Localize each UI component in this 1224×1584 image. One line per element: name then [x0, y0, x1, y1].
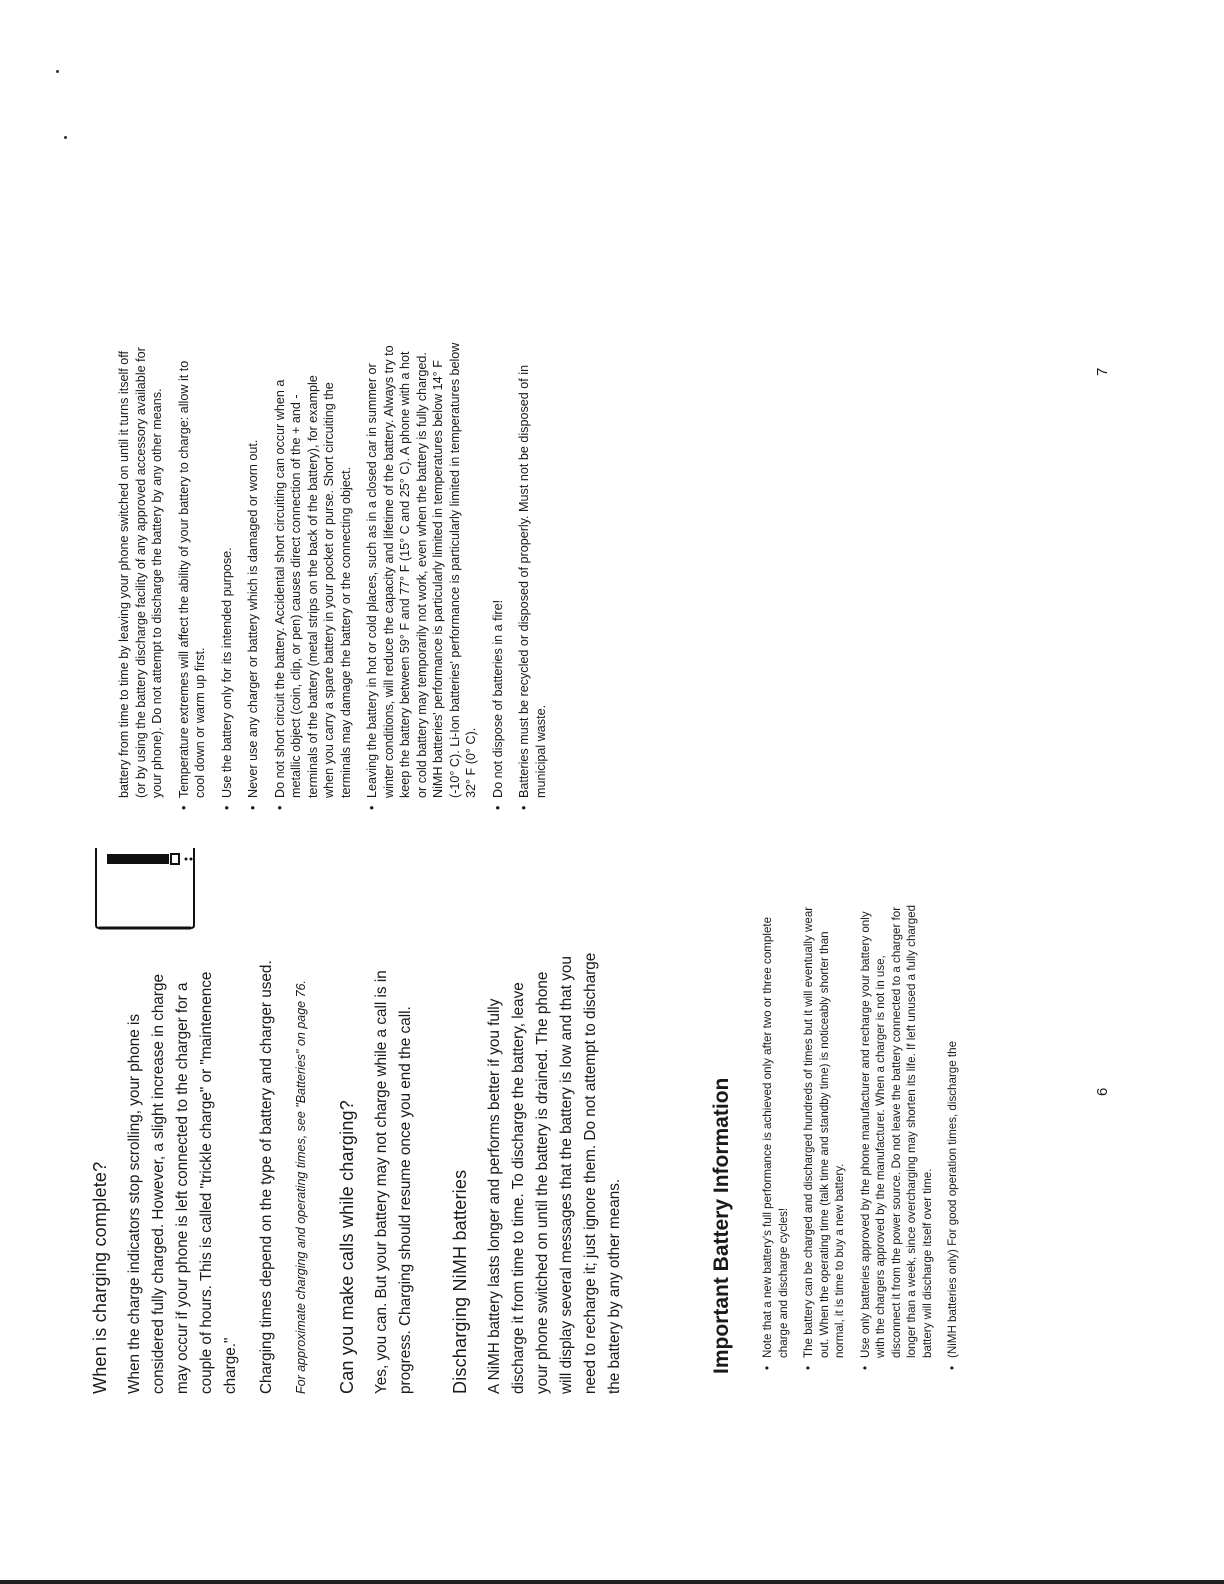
scan-speck [64, 136, 67, 139]
battery-info-item: • The battery can be charged and discharged hundreds of times but it will eventually wear out. When the operating time (talk time and standby time) is noticeably shorter than normal, it is time to buy a new battery. [802, 906, 846, 1370]
battery-safety-item: • Batteries must be recycled or disposed of properly. Must not be disposed of in municipal waste. [517, 364, 548, 810]
page-6 [0, 792, 1224, 1584]
battery-info-item: • Use only batteries approved by the phone manufacturer and recharge your battery only with the chargers approved by the manufacturer. When a charger is not in use, disconnect it from the power source. Do not leave the battery connected to a charger for longer than a week, since overcharging may shorten its life. If left unused a fully charged battery will discharge itself over time. [858, 904, 934, 1370]
page-number-6: 6 [1094, 1087, 1111, 1096]
heading-important-battery-information: Important Battery Information [710, 1077, 733, 1374]
battery-safety-item: • Use the battery only for its intended purpose. [219, 547, 234, 810]
battery-safety-item: • Do not dispose of batteries in a fire! [490, 599, 505, 810]
page-6-faq-column [90, 949, 639, 1394]
battery-info-section [710, 904, 971, 1374]
battery-safety-list [176, 342, 550, 814]
nimh-continuation-text: battery from time to time by leaving your phone switched on until it turns itself off (or by using the battery discharge facility of any approved accessory available for your phone). Do not attempt to discharge the battery by any other means. [117, 347, 164, 798]
page-number-7: 7 [1094, 367, 1111, 376]
page-7-battery-column [116, 342, 559, 814]
battery-safety-item: • Leaving the battery in hot or cold places, such as in a closed car in summer or winter conditions, will reduce the capacity and lifetime of the battery. Always try to keep the battery between 59° F and 77° F (15° C and 25° C). A phone with a hot or cold battery may temporarily not work, even when the battery is fully charged. NiMH batteries' performance is particularly limited in temperatures below 14° F (-10° C). Li-Ion batteries' performance is particularly limited in temperatures below 32° F (0° C). [365, 342, 478, 810]
battery-safety-item: • Temperature extremes will affect the ability of your battery to charge: allow it to cool down or warm up first. [176, 360, 207, 810]
battery-info-item: • Note that a new battery's full performance is achieved only after two or three complete charge and discharge cycles! [761, 916, 790, 1370]
charging-times-note: For approximate charging and operating times, see "Batteries" on page 76. [294, 980, 308, 1394]
battery-safety-item: • Never use any charger or battery which is damaged or worn out. [246, 439, 260, 810]
phone-battery-icon [95, 844, 195, 934]
battery-info-item: • (NiMH batteries only) For good operation times, discharge the [946, 1040, 959, 1370]
battery-info-list [760, 904, 961, 1374]
battery-safety-item: • Do not short circuit the battery. Accidental short circuiting can occur when a metallic object (coin, clip, or pen) causes direct connection of the + and - terminals of the battery (metal strips on the back of the battery), for example when you carry a spare battery in your pocket or purse. Short circuiting the terminals may damage the battery or the connecting object. [272, 375, 353, 810]
scan-edge-rule [0, 1580, 1224, 1584]
charging-complete-paragraph: When the charge indicators stop scrolling, your phone is considered fully charged. However, a slight increase in charge may occur if your phone is left connected to the charger for a couple of hours. This is called "trickle charge" or "maintenence charge." [126, 971, 239, 1394]
heading-discharging-nimh: Discharging NiMH batteries [450, 1169, 470, 1394]
scan-speck [56, 70, 59, 73]
discharging-nimh-paragraph: A NiMH battery lasts longer and performs better if you fully discharge it from time to time. To discharge the battery, leave your phone switched on until the battery is drained. The phone will display several messages that the battery is low and that you need to recharge it; just ignore them. Do not attempt to discharge the battery by any other means. [486, 952, 623, 1394]
calls-while-charging-paragraph: Yes, you can. But your battery may not charge while a call is in progress. Charging should resume once you end the call. [373, 970, 414, 1394]
heading-calls-while-charging: Can you make calls while charging? [337, 1100, 357, 1394]
charging-times-paragraph: Charging times depend on the type of battery and charger used. [258, 960, 275, 1394]
heading-charging-complete: When is charging complete? [90, 1161, 110, 1394]
